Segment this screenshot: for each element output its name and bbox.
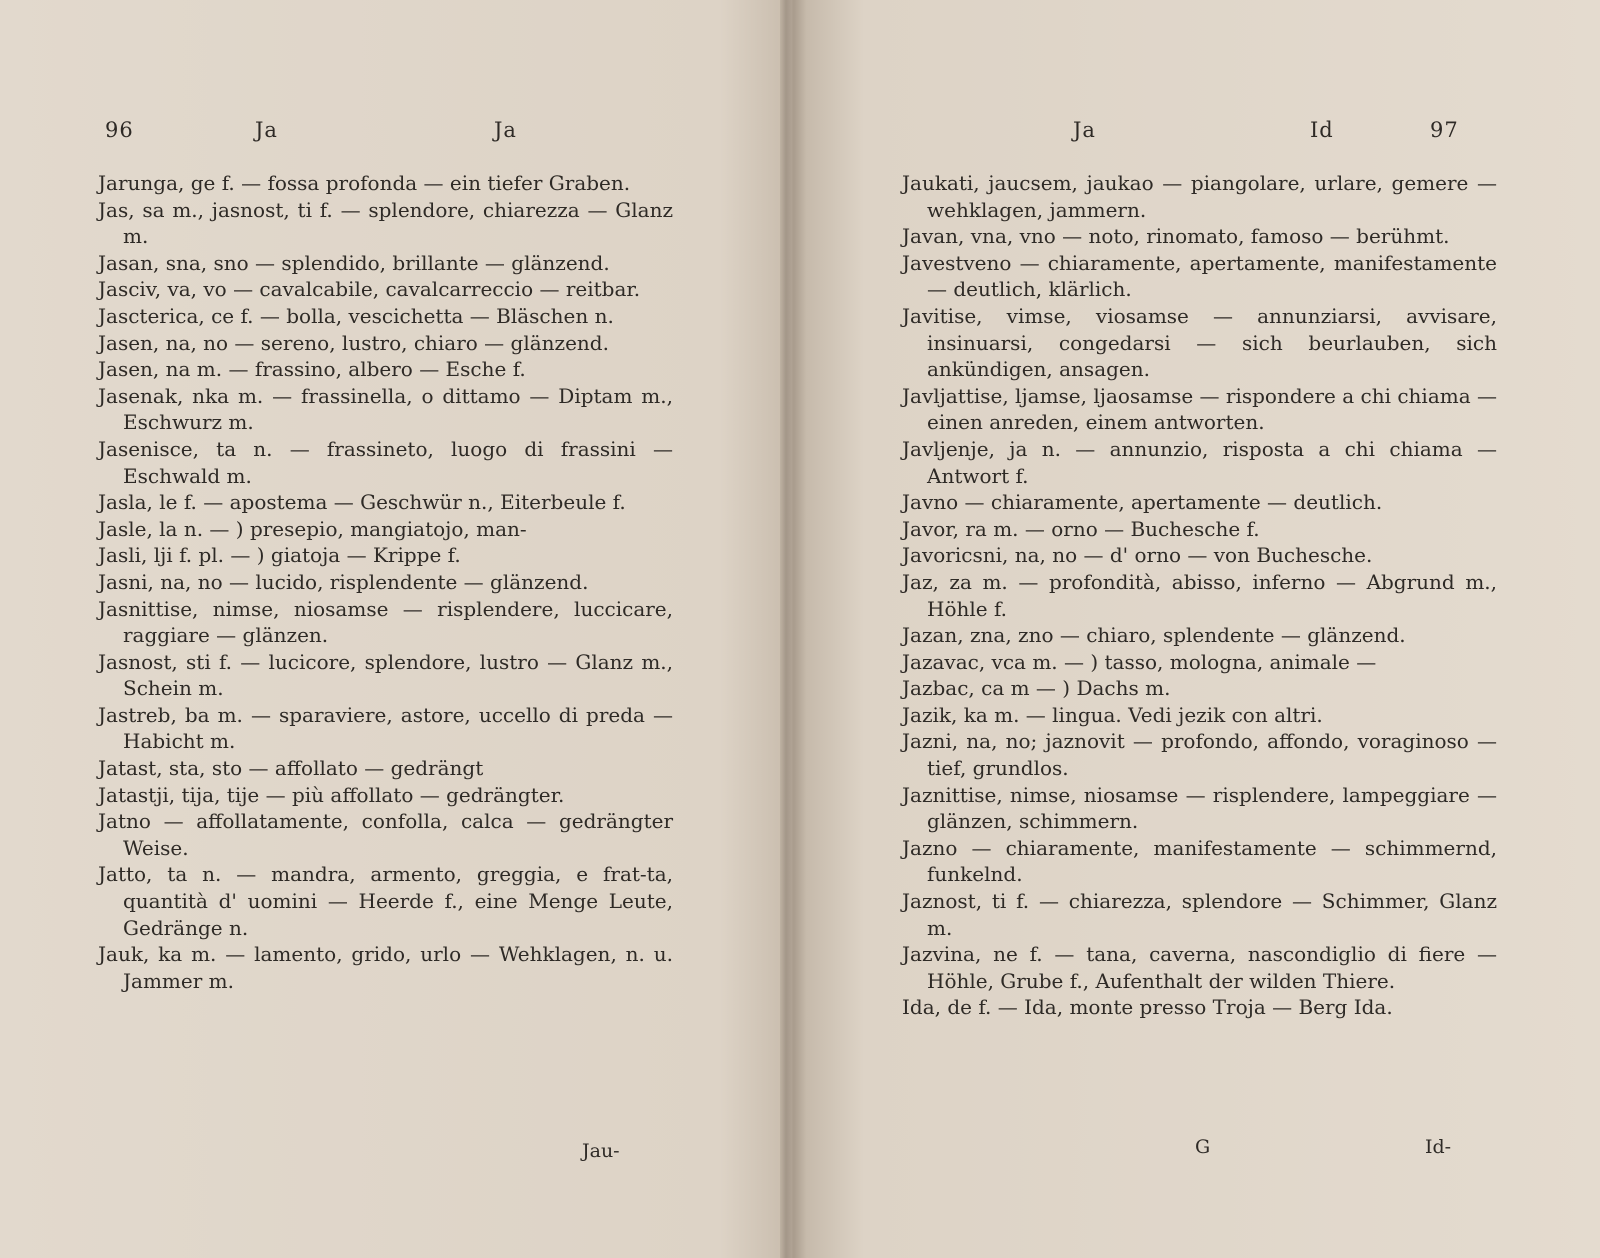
entry: Jaznost, ti f. — chiarezza, splendore — Schimmer, Glanz m. (902, 889, 1497, 940)
entry: Jasen, na, no — sereno, lustro, chiaro — glänzend. (98, 330, 609, 355)
entry: Jatto, ta n. — mandra, armento, greggia, e frat-ta, quantità d' uomini — Heerde f., eine Menge Leute, Gedränge n. (98, 862, 673, 940)
entry: Javljenje, ja n. — annunzio, risposta a chi chiama — Antwort f. (902, 436, 1497, 488)
running-head-left: Ja (1073, 118, 1096, 142)
entry: Jasan, sna, sno — splendido, brillante — glänzend. (98, 250, 610, 275)
left-page (0, 0, 780, 1258)
entry: Javoricsni, na, no — d' orno — von Buchesche. (902, 543, 1373, 568)
entry: Jasla, le f. — apostema — Geschwür n., Eiterbeule f. (98, 490, 626, 515)
page-number: 96 (105, 118, 134, 142)
entry: Ida, de f. — Ida, monte presso Troja — Berg Ida. (902, 995, 1393, 1020)
entry: Jastreb, ba m. — sparaviere, astore, uccello di preda — Habicht m. (98, 702, 673, 754)
signature-mark: G (1195, 1136, 1211, 1158)
entry: Jas, sa m., jasnost, ti f. — splendore, chiarezza — Glanz m. (98, 197, 673, 249)
catchword: Jau- (582, 1140, 620, 1162)
entry: Javan, vna, vno — noto, rinomato, famoso — berühmt. (902, 224, 1450, 249)
entry: Jascterica, ce f. — bolla, vescichetta — Bläschen n. (98, 303, 614, 328)
catchword: Id- (1425, 1136, 1452, 1158)
entry: Jasnost, sti f. — lucicore, splendore, lustro — Glanz m., Schein m. (98, 649, 673, 701)
entry: Jarunga, ge f. — fossa profonda — ein tiefer Graben. (98, 171, 631, 195)
entry: Jasnittise, nimse, niosamse — risplendere, luccicare, raggiare — glänzen. (98, 596, 673, 648)
entry: Jasciv, va, vo — cavalcabile, cavalcarreccio — reitbar. (98, 277, 641, 302)
entry: Jazbac, ca m — ) Dachs m. (902, 676, 1171, 701)
entry: Jazik, ka m. — lingua. Vedi jezik con altri. (902, 702, 1323, 727)
entry: Jasle, la n. — ) presepio, mangiatojo, man- (98, 516, 527, 541)
running-head-left: Ja (255, 118, 278, 142)
entry: Jazan, zna, zno — chiaro, splendente — glänzend. (902, 623, 1406, 648)
entry: Jazavac, vca m. — ) tasso, mologna, animale — (902, 649, 1377, 674)
entry: Jasni, na, no — lucido, risplendente — glänzend. (98, 569, 589, 594)
entry: Jatno — affollatamente, confolla, calca — gedrängter Weise. (98, 809, 673, 860)
entry: Jauk, ka m. — lamento, grido, urlo — Wehklagen, n. u. Jammer m. (98, 942, 673, 993)
entry: Jazni, na, no; jaznovit — profondo, affondo, voraginoso — tief, grundlos. (902, 729, 1497, 781)
right-page (790, 0, 1600, 1258)
entry: Javestveno — chiaramente, apertamente, manifestamente — deutlich, klärlich. (902, 250, 1497, 302)
entry: Javno — chiaramente, apertamente — deutlich. (902, 490, 1383, 515)
entry: Jatast, sta, sto — affollato — gedrängt (98, 756, 484, 781)
running-head-right: Ja (494, 118, 517, 142)
entry: Jasen, na m. — frassino, albero — Esche f. (98, 357, 526, 382)
entry: Jaznittise, nimse, niosamse — risplendere, lampeggiare — glänzen, schimmern. (902, 782, 1497, 834)
entry: Javljattise, ljamse, ljaosamse — rispondere a chi chiama — einen anreden, einem antworten. (902, 383, 1497, 435)
entry: Jaz, za m. — profondità, abisso, inferno — Abgrund m., Höhle f. (902, 569, 1497, 621)
entry: Javor, ra m. — orno — Buchesche f. (902, 516, 1260, 541)
page-number: 97 (1430, 118, 1459, 142)
entry: Jatastji, tija, tije — più affollato — gedrängter. (98, 782, 565, 807)
entry: Jaukati, jaucsem, jaukao — piangolare, urlare, gemere — wehklagen, jammern. (902, 171, 1497, 222)
entry: Jazno — chiaramente, manifestamente — schimmernd, funkelnd. (902, 835, 1497, 887)
entry: Jazvina, ne f. — tana, caverna, nascondiglio di fiere — Höhle, Grube f., Aufenthalt der wilden Thiere. (902, 942, 1497, 993)
entry: Jasenisce, ta n. — frassineto, luogo di frassini — Eschwald m. (98, 436, 673, 488)
dictionary-entries (98, 170, 673, 994)
entry: Jasli, lji f. pl. — ) giatoja — Krippe f. (98, 543, 461, 568)
entry: Jasenak, nka m. — frassinella, o dittamo — Diptam m., Eschwurz m. (98, 383, 673, 435)
running-head-right: Id (1310, 118, 1334, 142)
dictionary-entries (902, 170, 1497, 1021)
entry: Javitise, vimse, viosamse — annunziarsi, avvisare, insinuarsi, congedarsi — sich beurlauben, sich ankündigen, ansagen. (902, 303, 1497, 382)
